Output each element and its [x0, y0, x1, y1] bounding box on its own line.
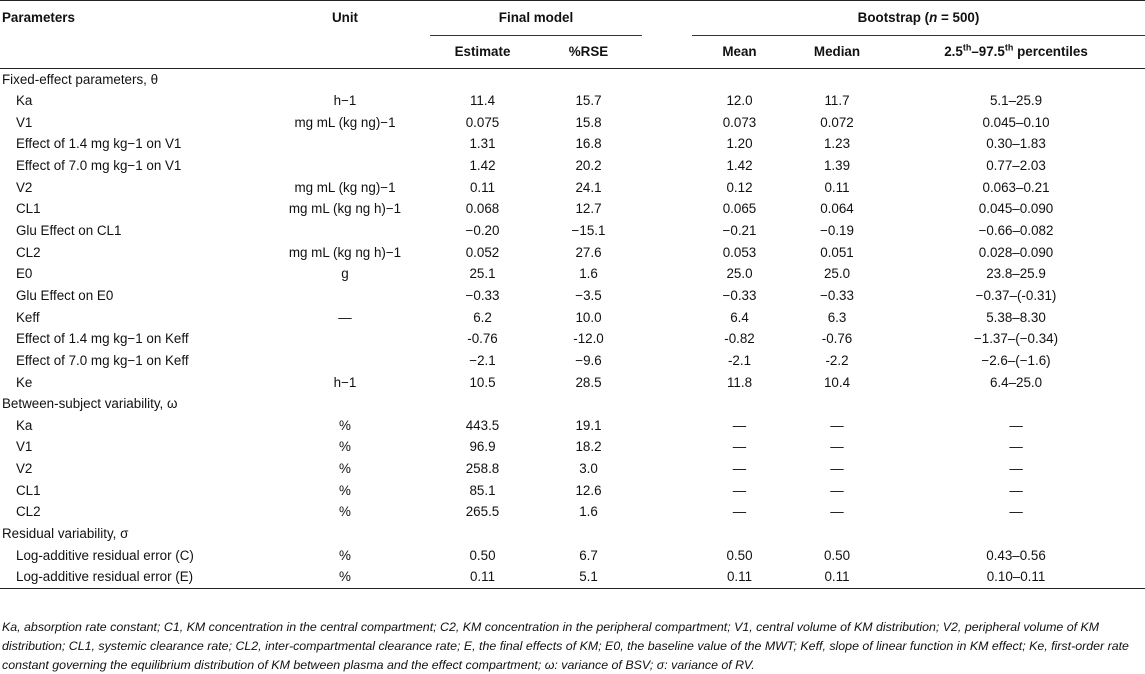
cell-param: V2	[16, 461, 33, 477]
cell-unit	[260, 134, 430, 156]
table-row	[0, 545, 1145, 567]
cell-rse: 18.2	[575, 439, 602, 455]
cell-param: Log-additive residual error (E)	[0, 567, 260, 589]
cell-mean: −0.21	[722, 223, 757, 239]
cell-median: 0.072	[820, 114, 854, 130]
cell-param: Keff	[16, 309, 40, 325]
cell-median: 0.50	[823, 547, 851, 563]
cell-pct: −2.6–(−1.6)	[981, 352, 1051, 368]
table-row	[0, 285, 1145, 307]
cell-pct: 5.1–25.9	[989, 93, 1043, 109]
cell-unit	[260, 285, 430, 307]
cell-estimate: 10.5	[469, 374, 496, 390]
header-rse: %RSE	[568, 43, 609, 59]
cell-param: V1	[16, 439, 33, 455]
cell-pct: −0.66–0.082	[978, 223, 1054, 239]
cell-pct: 0.10–0.11	[887, 567, 1145, 589]
table-row	[0, 156, 1145, 178]
cell-rse: 5.1	[535, 567, 642, 589]
cell-rse: 19.1	[575, 417, 602, 433]
cell-unit: %	[339, 504, 351, 520]
cell-rse: 1.6	[579, 504, 598, 520]
section-title: Between-subject variability, ω	[2, 396, 178, 412]
cell-rse: 10.0	[575, 309, 602, 325]
cell-estimate: −2.1	[469, 352, 496, 368]
table-row	[0, 480, 1145, 502]
cell-estimate: 265.5	[465, 504, 500, 520]
cell-pct: 6.4–25.0	[989, 374, 1043, 390]
cell-estimate: 258.8	[465, 461, 500, 477]
cell-param: CL1	[16, 201, 41, 217]
cell-estimate: 85.1	[469, 482, 496, 498]
cell-pct: 0.028–0.090	[978, 244, 1054, 260]
cell-unit: mg mL (kg ng)−1	[294, 179, 396, 195]
cell-param: E0	[16, 266, 33, 282]
cell-unit: %	[339, 439, 351, 455]
cell-unit	[260, 329, 430, 351]
cell-mean: —	[732, 439, 747, 455]
cell-mean: —	[732, 504, 747, 520]
cell-rse: −15.1	[571, 223, 606, 239]
cell-estimate: 6.2	[473, 309, 492, 325]
cell-rse: −3.5	[575, 287, 602, 303]
cell-estimate: 0.11	[469, 179, 496, 195]
cell-unit: mg mL (kg ng)−1	[294, 114, 396, 130]
section-title: Fixed-effect parameters, θ	[2, 71, 159, 87]
table-row	[0, 502, 1145, 524]
cell-param: CL2	[16, 504, 41, 520]
table-row	[0, 199, 1145, 221]
cell-rse: 28.5	[575, 374, 602, 390]
cell-median: 10.4	[823, 374, 851, 390]
cell-pct: 0.045–0.090	[978, 201, 1054, 217]
cell-mean: −0.33	[722, 287, 757, 303]
cell-unit: mg mL (kg ng h)−1	[288, 201, 402, 217]
cell-rse: -12.0	[573, 331, 604, 347]
cell-estimate: 0.052	[465, 244, 500, 260]
cell-rse: 20.2	[575, 158, 602, 174]
cell-median: −0.33	[820, 287, 854, 303]
section-row	[0, 523, 1145, 545]
cell-pct: 5.38–8.30	[986, 309, 1046, 325]
cell-pct: —	[1009, 417, 1023, 433]
cell-rse: 16.8	[575, 136, 602, 152]
cell-mean: 1.42	[726, 158, 753, 174]
cell-mean: —	[732, 461, 747, 477]
cell-mean: -0.82	[724, 331, 755, 347]
cell-rse: 24.1	[575, 179, 602, 195]
cell-mean: —	[732, 417, 747, 433]
cell-pct: −1.37–(−0.34)	[973, 331, 1059, 347]
cell-rse: 1.6	[579, 266, 598, 282]
cell-unit: h−1	[333, 93, 357, 109]
cell-mean: 0.053	[722, 244, 757, 260]
cell-param: Log-additive residual error (C)	[16, 547, 194, 563]
cell-median: 0.11	[824, 179, 850, 195]
cell-pct: −0.37–(-0.31)	[975, 287, 1057, 303]
header-estimate: Estimate	[454, 43, 511, 59]
cell-mean: 0.50	[726, 547, 753, 563]
cell-param: Glu Effect on E0	[16, 287, 114, 303]
cell-median: 11.7	[824, 93, 850, 109]
section-title: Residual variability, σ	[2, 526, 129, 542]
cell-median: —	[830, 417, 844, 433]
cell-mean: 25.0	[726, 266, 753, 282]
table-row	[0, 134, 1145, 156]
cell-unit: %	[260, 567, 430, 589]
cell-unit: %	[339, 461, 351, 477]
cell-median: —	[830, 504, 844, 520]
cell-estimate: −0.33	[465, 287, 500, 303]
cell-mean: 11.8	[726, 374, 753, 390]
cell-median: 0.064	[820, 201, 854, 217]
cell-mean: 0.073	[722, 114, 757, 130]
cell-pct: 0.063–0.21	[982, 179, 1050, 195]
cell-mean: 0.12	[726, 179, 753, 195]
cell-pct: 0.43–0.56	[986, 547, 1046, 563]
cell-median: 0.11	[787, 567, 887, 589]
cell-median: 25.0	[823, 266, 851, 282]
cell-unit: %	[339, 417, 351, 433]
cell-median: −0.19	[820, 223, 854, 239]
section-row	[0, 69, 1145, 91]
cell-param: Effect of 7.0 mg kg−1 on Keff	[16, 352, 189, 368]
table-row	[0, 264, 1145, 286]
table-row	[0, 91, 1145, 113]
cell-rse: 15.8	[575, 114, 602, 130]
table-row	[0, 459, 1145, 481]
cell-unit	[260, 220, 430, 242]
header-final-model: Final model	[430, 1, 642, 36]
cell-mean: —	[732, 482, 747, 498]
cell-mean: 0.065	[722, 201, 757, 217]
table-row	[0, 329, 1145, 351]
table-row	[0, 177, 1145, 199]
cell-pct: 23.8–25.9	[986, 266, 1046, 282]
table-row	[0, 350, 1145, 372]
cell-estimate: 1.31	[469, 136, 496, 152]
cell-rse: 3.0	[579, 461, 598, 477]
header-median: Median	[813, 43, 861, 59]
table-row	[0, 220, 1145, 242]
cell-unit: %	[339, 547, 351, 563]
cell-median: —	[830, 482, 844, 498]
header-parameters: Parameters	[2, 10, 75, 25]
cell-param: Ka	[16, 93, 33, 109]
cell-unit: —	[338, 309, 352, 325]
header-bootstrap: Bootstrap (n = 500)	[692, 1, 1145, 36]
cell-param: Effect of 1.4 mg kg−1 on V1	[16, 136, 182, 152]
cell-pct: 0.30–1.83	[986, 136, 1046, 152]
cell-pct: —	[1009, 439, 1023, 455]
cell-estimate: -0.76	[467, 331, 498, 347]
cell-estimate: 0.50	[469, 547, 496, 563]
cell-unit: %	[339, 482, 351, 498]
cell-median: -2.2	[825, 352, 849, 368]
cell-rse: 12.6	[575, 482, 602, 498]
cell-param: Ka	[16, 417, 33, 433]
cell-param: V2	[16, 179, 33, 195]
header-percentiles: 2.5th–97.5th percentiles	[944, 42, 1088, 59]
cell-estimate: 25.1	[469, 266, 496, 282]
cell-rse: 12.7	[575, 201, 602, 217]
cell-param: Glu Effect on CL1	[16, 223, 122, 239]
table-row	[0, 415, 1145, 437]
cell-mean: 1.20	[726, 136, 753, 152]
cell-param: V1	[16, 114, 33, 130]
cell-estimate: −0.20	[465, 223, 500, 239]
cell-rse: −9.6	[575, 352, 602, 368]
cell-pct: —	[1009, 461, 1023, 477]
table-row	[0, 242, 1145, 264]
cell-unit	[260, 156, 430, 178]
cell-unit: h−1	[333, 374, 357, 390]
cell-median: 1.23	[823, 136, 851, 152]
cell-rse: 27.6	[575, 244, 602, 260]
cell-param: Effect of 1.4 mg kg−1 on Keff	[16, 331, 189, 347]
table-row	[0, 112, 1145, 134]
cell-mean: 12.0	[726, 93, 753, 109]
cell-param: Effect of 7.0 mg kg−1 on V1	[16, 158, 182, 174]
cell-mean: -2.1	[727, 352, 752, 368]
cell-pct: 0.045–0.10	[982, 114, 1050, 130]
table-row	[0, 307, 1145, 329]
cell-median: —	[830, 461, 844, 477]
cell-param: Ke	[16, 374, 33, 390]
cell-median: 6.3	[827, 309, 847, 325]
cell-rse: 15.7	[575, 93, 602, 109]
cell-mean: 0.11	[692, 567, 787, 589]
cell-estimate: 11.4	[469, 93, 496, 109]
cell-estimate: 443.5	[465, 417, 500, 433]
table-row	[0, 567, 1145, 589]
table-row	[0, 437, 1145, 459]
cell-median: 0.051	[820, 244, 854, 260]
cell-rse: 6.7	[579, 547, 598, 563]
cell-unit	[260, 350, 430, 372]
table-footnote: Ka, absorption rate constant; C1, KM concentration in the central compartment; C2, KM concentration in the peripheral compartment; V1, central volume of KM distribution; V2, peripheral volume of KM distribution; CL1, systemic clearance rate; CL2, inter-compartmental clearance rate; E, the final effects of KM; E0, the baseline value of the MWT; Keff, slope of linear function in KM effect; Ke, first-order rate constant governing the equilibrium distribution of KM between plasma and the effect compartment; ω: variance of BSV; σ: variance of RV.	[2, 620, 1129, 672]
section-row	[0, 394, 1145, 416]
table-body	[0, 69, 1145, 589]
cell-param: CL2	[16, 244, 41, 260]
cell-estimate: 0.068	[465, 201, 500, 217]
cell-pct: —	[1009, 504, 1023, 520]
cell-estimate: 0.075	[465, 114, 500, 130]
cell-median: -0.76	[821, 331, 853, 347]
table-row	[0, 372, 1145, 394]
cell-estimate: 0.11	[430, 567, 535, 589]
cell-estimate: 1.42	[469, 158, 496, 174]
cell-param: CL1	[16, 482, 41, 498]
cell-mean: 6.4	[730, 309, 749, 325]
cell-unit: g	[341, 266, 349, 282]
header-mean: Mean	[722, 43, 757, 59]
cell-pct: —	[1009, 482, 1023, 498]
cell-pct: 0.77–2.03	[986, 158, 1046, 174]
cell-estimate: 96.9	[469, 439, 496, 455]
cell-unit: mg mL (kg ng h)−1	[288, 244, 402, 260]
header-unit: Unit	[331, 10, 359, 25]
cell-median: 1.39	[823, 158, 851, 174]
cell-median: —	[830, 439, 844, 455]
